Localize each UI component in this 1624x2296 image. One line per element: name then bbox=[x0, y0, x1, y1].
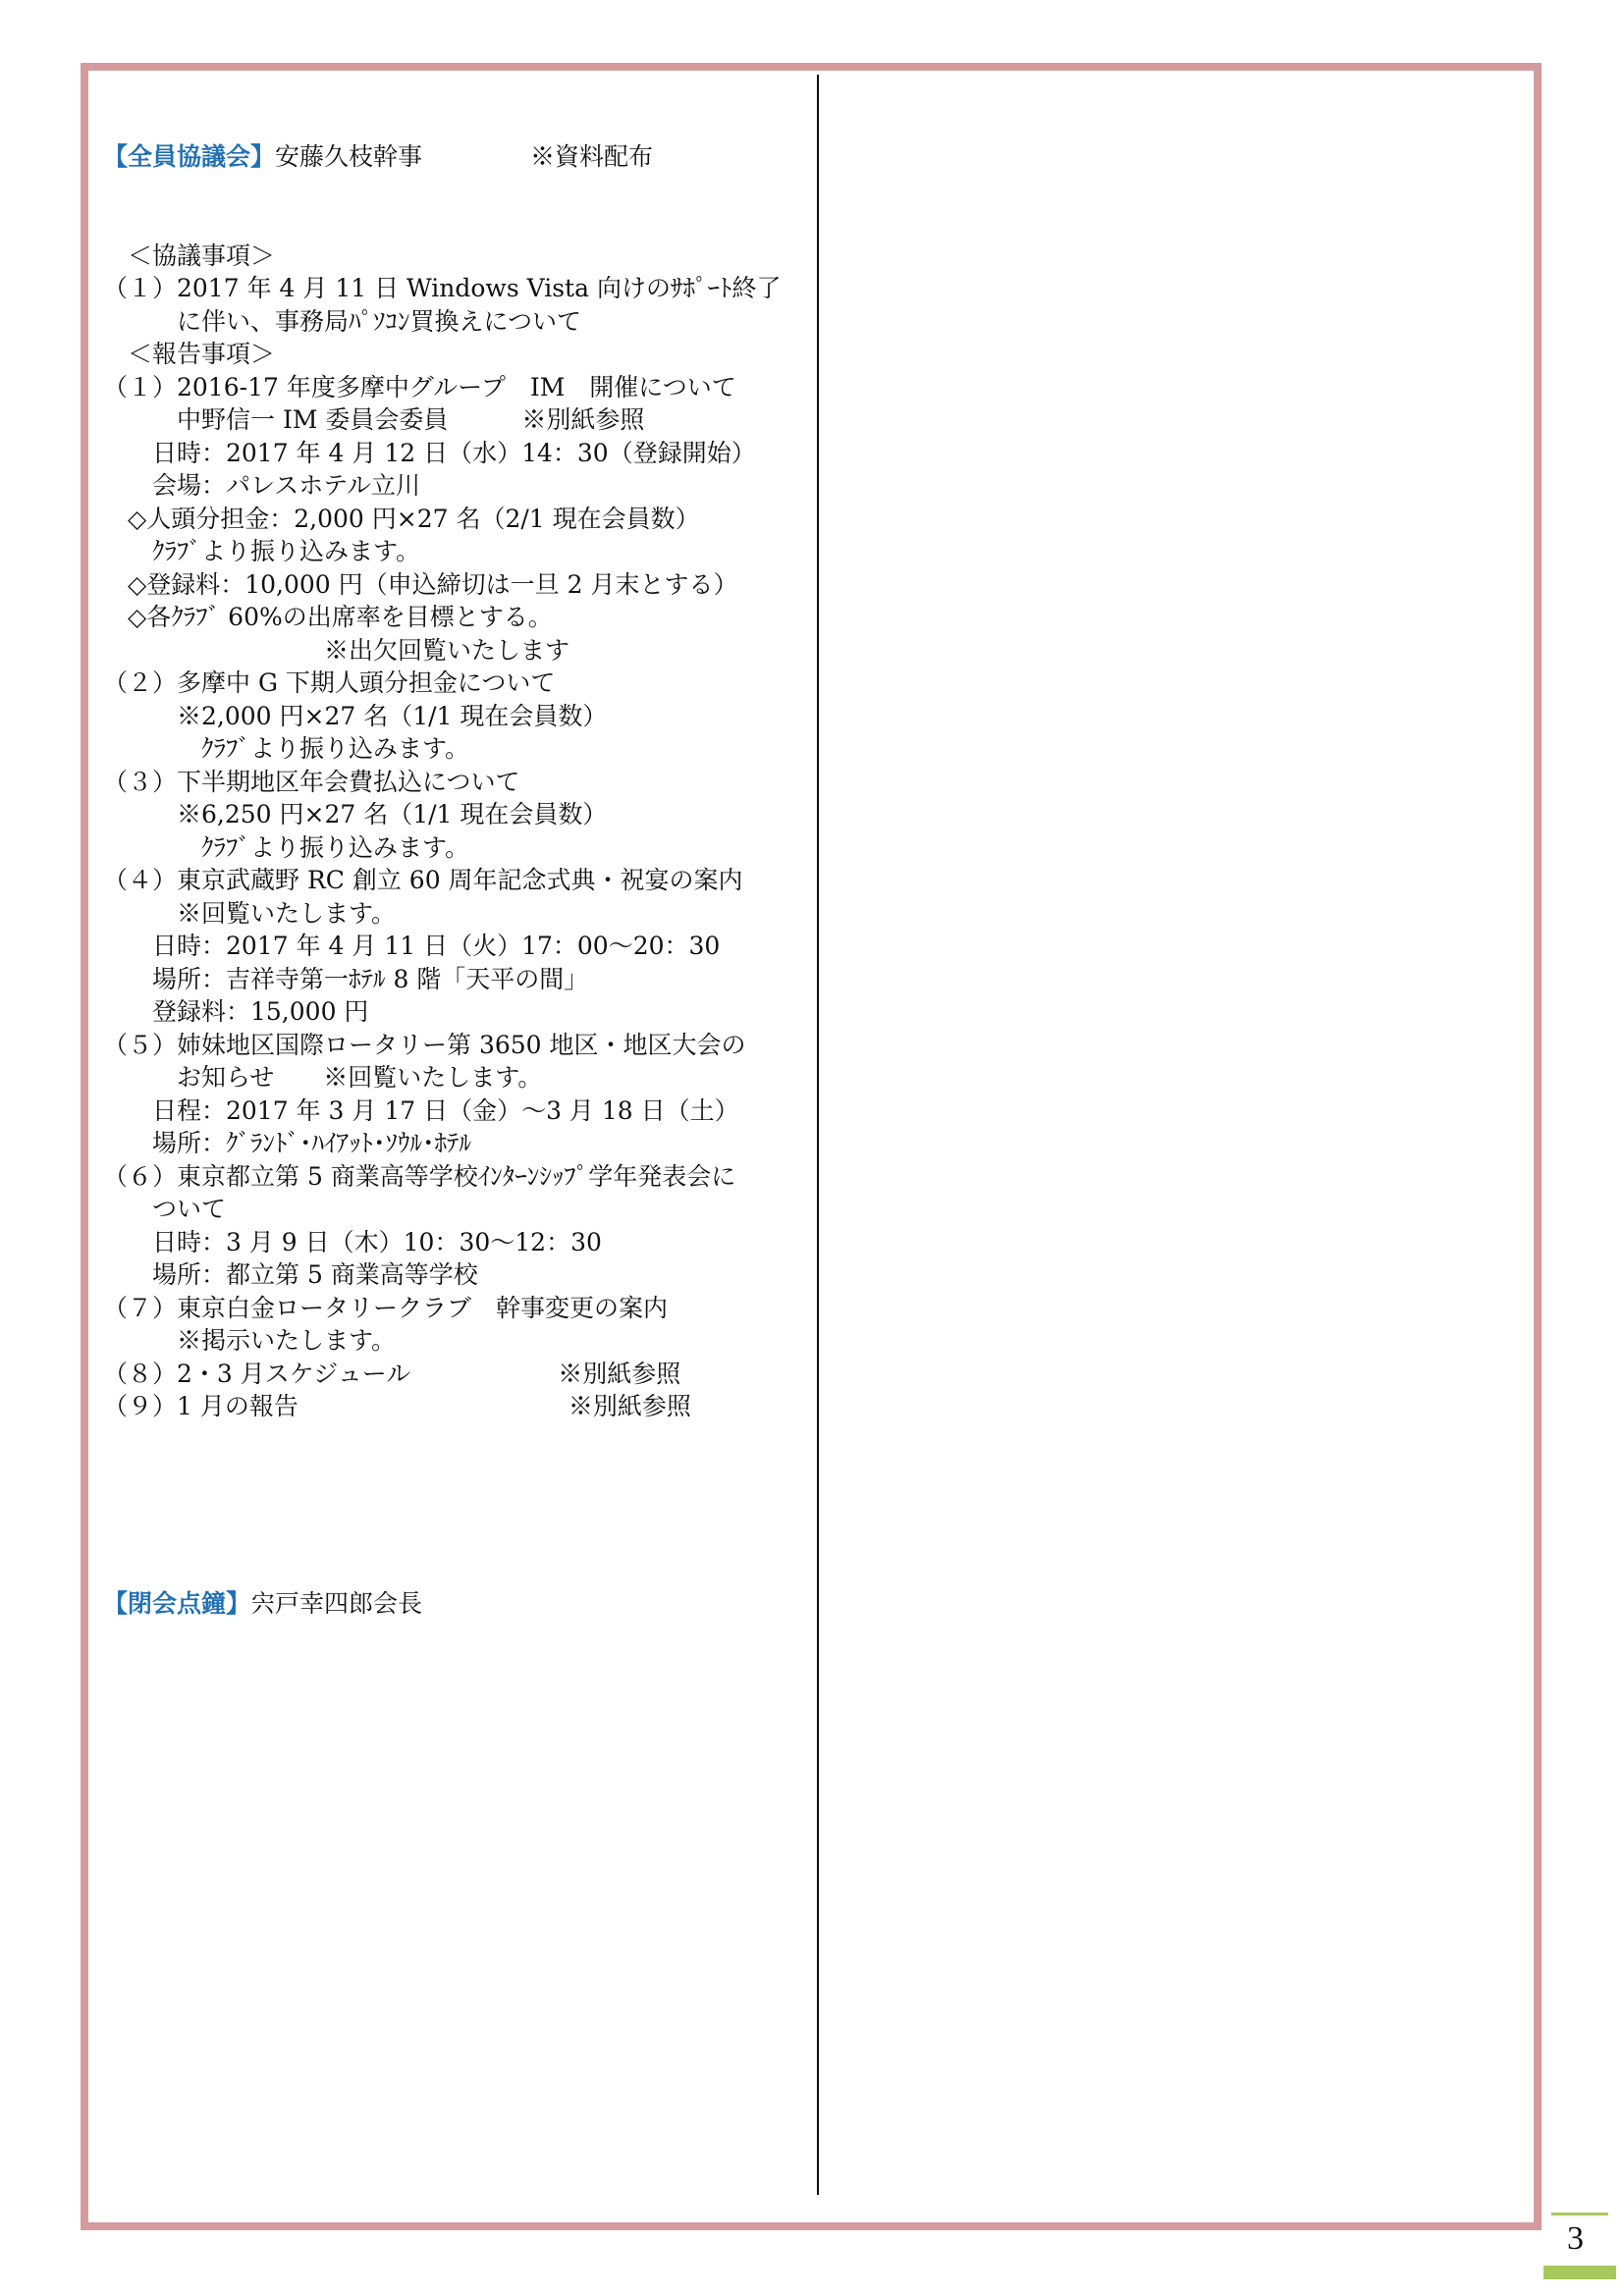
text-line: お知らせ ※回覧いたします。 bbox=[177, 1063, 543, 1092]
section-heading-label: 【全員協議会】 bbox=[103, 142, 276, 171]
text-line: 登録料：15,000 円 bbox=[152, 997, 369, 1026]
text-line: 日程：2017 年 3 月 17 日（金）～3 月 18 日（土） bbox=[152, 1095, 739, 1125]
text-line: （７）東京白金ロータリークラブ 幹事変更の案内 bbox=[103, 1293, 669, 1322]
text-line: に伴い、事務局ﾊﾟｿｺﾝ買換えについて bbox=[177, 306, 582, 336]
item-list bbox=[103, 240, 815, 1423]
text-line: ｸﾗﾌﾞより振り込みます。 bbox=[201, 734, 470, 763]
text-line: 場所：ｸﾞﾗﾝﾄﾞ･ﾊｲｱｯﾄ･ｿｳﾙ･ﾎﾃﾙ bbox=[152, 1129, 472, 1157]
text-line: ◇登録料：10,000 円（申込締切は一旦 2 月末とする） bbox=[128, 569, 738, 599]
text-line: ＜報告事項＞ bbox=[128, 340, 276, 368]
text-line: ※2,000 円×27 名（1/1 現在会員数） bbox=[177, 701, 608, 730]
text-line: ※掲示いたします。 bbox=[177, 1326, 397, 1355]
text-line: ※回覧いたします。 bbox=[177, 898, 397, 928]
text-line: ※出欠回覧いたします bbox=[324, 635, 570, 665]
text-line: ｸﾗﾌﾞより振り込みます。 bbox=[201, 832, 470, 862]
section-heading-closing bbox=[103, 1587, 815, 1621]
text-line: （２）多摩中 G 下期人頭分担金について bbox=[103, 668, 556, 697]
text-line: （３）下半期地区年会費払込について bbox=[103, 767, 520, 796]
text-line: ◇各ｸﾗﾌﾞ 60%の出席率を目標とする。 bbox=[128, 603, 553, 631]
text-line: 会場：パレスホテル立川 bbox=[152, 471, 421, 500]
text-line: 場所：吉祥寺第一ﾎﾃﾙ 8 階「天平の間」 bbox=[152, 964, 589, 993]
text-line: 場所：都立第 5 商業高等学校 bbox=[152, 1260, 478, 1289]
text-line: ※6,250 円×27 名（1/1 現在会員数） bbox=[177, 800, 608, 828]
section-heading-person: 安藤久枝幹事 bbox=[275, 142, 423, 171]
blank-line bbox=[103, 1489, 815, 1522]
section-heading-note: ※資料配布 bbox=[530, 142, 654, 171]
text-line: （１）2017 年 4 月 11 日 Windows Vista 向けのｻﾎﾟｰﾄ終了 bbox=[103, 274, 782, 302]
text-line: ついて bbox=[152, 1195, 227, 1223]
text-line: （４）東京武蔵野 RC 創立 60 周年記念式典・祝宴の案内 bbox=[103, 866, 743, 894]
text-line: （８）2・3 月スケジュール ※別紙参照 bbox=[103, 1359, 681, 1388]
text-line: （５）姉妹地区国際ロータリー第 3650 地区・地区大会の bbox=[103, 1030, 746, 1059]
text-line: ｸﾗﾌﾞより振り込みます。 bbox=[152, 537, 421, 565]
text-line: ◇人頭分担金：2,000 円×27 名（2/1 現在会員数） bbox=[128, 504, 700, 533]
page-number-bar-top bbox=[1551, 2213, 1608, 2216]
left-column bbox=[103, 75, 815, 1653]
section-heading-label: 【閉会点鐘】 bbox=[103, 1589, 251, 1618]
text-line: 日時：2017 年 4 月 12 日（水）14：30（登録開始） bbox=[152, 438, 756, 467]
text-line: （９）1 月の報告 ※別紙参照 bbox=[103, 1392, 691, 1420]
text-line: 中野信一 IM 委員会委員 ※別紙参照 bbox=[177, 405, 645, 434]
page-number: 3 bbox=[1567, 2220, 1584, 2257]
page-number-bar-bottom bbox=[1543, 2266, 1616, 2279]
text-line: （１）2016-17 年度多摩中グループ IM 開催について bbox=[103, 372, 736, 401]
text-line: （６）東京都立第 5 商業高等学校ｲﾝﾀｰﾝｼｯﾌﾟ学年発表会に bbox=[103, 1161, 736, 1191]
column-divider bbox=[817, 75, 819, 2195]
section-heading-general-meeting bbox=[103, 140, 815, 174]
section-heading-person: 宍戸幸四郎会長 bbox=[250, 1589, 423, 1618]
text-line: ＜協議事項＞ bbox=[128, 240, 276, 270]
text-line: 日時：2017 年 4 月 11 日（火）17：00～20：30 bbox=[152, 932, 721, 960]
text-line: 日時：3 月 9 日（木）10：30～12：30 bbox=[152, 1227, 602, 1256]
